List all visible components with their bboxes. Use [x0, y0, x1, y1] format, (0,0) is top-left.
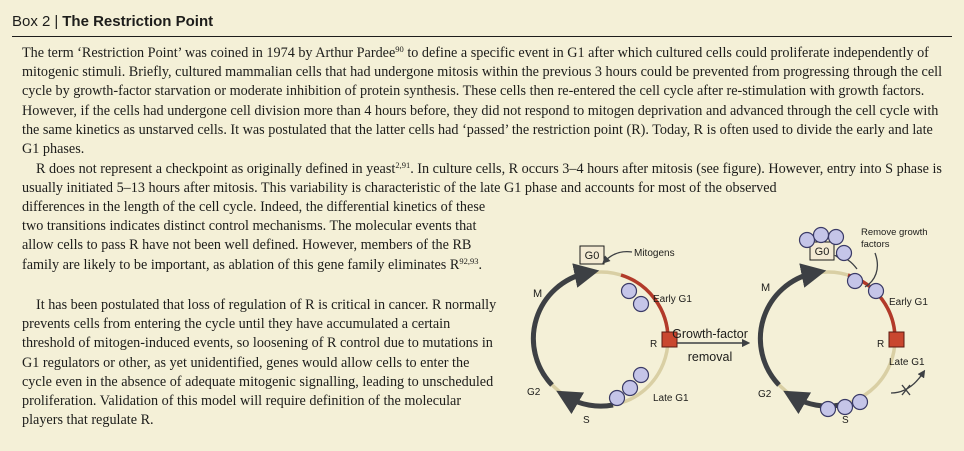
cell: [814, 228, 829, 243]
paragraph-3: It has been postulated that loss of regulation of R is critical in cancer. R normally prevents cells from entering the cycle until they have accumulated a certain threshold of mitogen-induced events, so loosening of R control due to mutations in G1 regulators or other, as yet unidentified, genes would allow cells to enter the cycle even in the absence of adequate mitogenic signalling, leading to unscheduled proliferation. Validation of this model will require definition of the molecular players that regulate R.: [22, 297, 497, 429]
right-remove-label-2: factors: [861, 239, 890, 250]
left-s-arrow: [567, 397, 613, 406]
reference-92-93: 92,93: [459, 255, 479, 266]
box-title: The Restriction Point: [62, 13, 214, 30]
right-r-box: [889, 332, 904, 347]
right-cycle: [758, 227, 928, 426]
box-label: Box 2: [12, 13, 51, 30]
right-r-label: R: [877, 339, 885, 350]
cell: [848, 274, 863, 289]
cell: [622, 284, 637, 299]
cell: [634, 297, 649, 312]
left-mitogens-arrow: [605, 252, 632, 261]
right-late-g1-label: Late G1: [889, 357, 925, 368]
left-s-label: S: [583, 415, 590, 426]
cell-cycle-figure: [505, 197, 955, 447]
left-late-g1-label: Late G1: [653, 393, 689, 404]
right-g0-label: G0: [814, 246, 830, 258]
right-remove-arrow: [865, 253, 877, 287]
right-remove-label-1: Remove growth: [861, 227, 928, 238]
removal-label: removal: [687, 350, 733, 364]
paragraph-2-part2: . In culture cells, R occurs 3–4 hours after mitosis (see figure). However, entry into S phase is usually initiated 5–13 hours after mitosis. This variability is characteristic of the late G1 phase and accounts for most of the observed: [22, 161, 942, 197]
cell: [869, 284, 884, 299]
header-separator: |: [54, 13, 59, 30]
right-m-label: M: [761, 282, 771, 294]
reference-90: 90: [395, 44, 404, 54]
right-s-label: S: [842, 415, 849, 426]
paragraph-2: [22, 160, 948, 198]
left-mitogens-label: Mitogens: [634, 248, 675, 259]
left-cells: [610, 284, 649, 406]
transition-arrow: [672, 327, 748, 364]
cell: [800, 233, 815, 248]
reference-2-91: 2,91: [395, 160, 411, 170]
left-r-label: R: [650, 339, 658, 350]
cell: [853, 395, 868, 410]
paragraph-2-end: .: [478, 256, 483, 273]
right-g2-label: G2: [758, 389, 772, 400]
paragraph-1-part1: The term ‘Restriction Point’ was coined in 1974 by Arthur Pardee: [22, 45, 396, 61]
cell: [623, 381, 638, 396]
paragraph-2-continuation: differences in the length of the cell cycle. Indeed, the differential kinetics of these two transitions indicates distinct control mechanisms. The molecular events that allow cells to pass R have not been well defined. However, members of the RB family are likely to be important, as ablation of this gene family eliminates R: [22, 199, 486, 273]
cell: [821, 402, 836, 417]
cell: [634, 368, 649, 383]
left-m-label: M: [533, 288, 543, 300]
right-early-g1-label: Early G1: [889, 297, 928, 308]
paragraph-2-continued: [22, 198, 498, 275]
left-g2-label: G2: [527, 387, 541, 398]
paragraph-1-part2: to define a specific event in G1 after which cultured cells could proliferate independently of mitogenic stimuli. Briefly, cultured mammalian cells that had undergone mitosis within the previous 3 hours could be prevented from progressing through the cell cycle by growth-factor starvation or moderate inhibition of protein synthesis. These cells then re-entered the cell cycle after re-stimulation with growth factors. However, if the cells had undergone cell division more than 4 hours before, they did not respond to mitogen deprivation and advanced through the cell cycle with the same kinetics as unstarved cells. It was postulated that the latter cells had ‘passed’ the restriction point (R). Today, R is often used to divide the early and late G1 phases.: [22, 45, 943, 158]
cell: [829, 230, 844, 245]
cell: [837, 246, 852, 261]
right-exit-arrow: [891, 373, 923, 393]
paragraph-1: [22, 44, 948, 159]
left-g0-label: G0: [584, 250, 600, 262]
growth-factor-label: Growth-factor: [672, 327, 748, 341]
box-header: [12, 8, 952, 37]
left-cycle: [527, 246, 692, 426]
paragraph-2-part1: R does not represent a checkpoint as originally defined in yeast: [36, 161, 396, 177]
cell: [610, 391, 625, 406]
left-early-g1-label: Early G1: [653, 294, 692, 305]
cell: [838, 400, 853, 415]
